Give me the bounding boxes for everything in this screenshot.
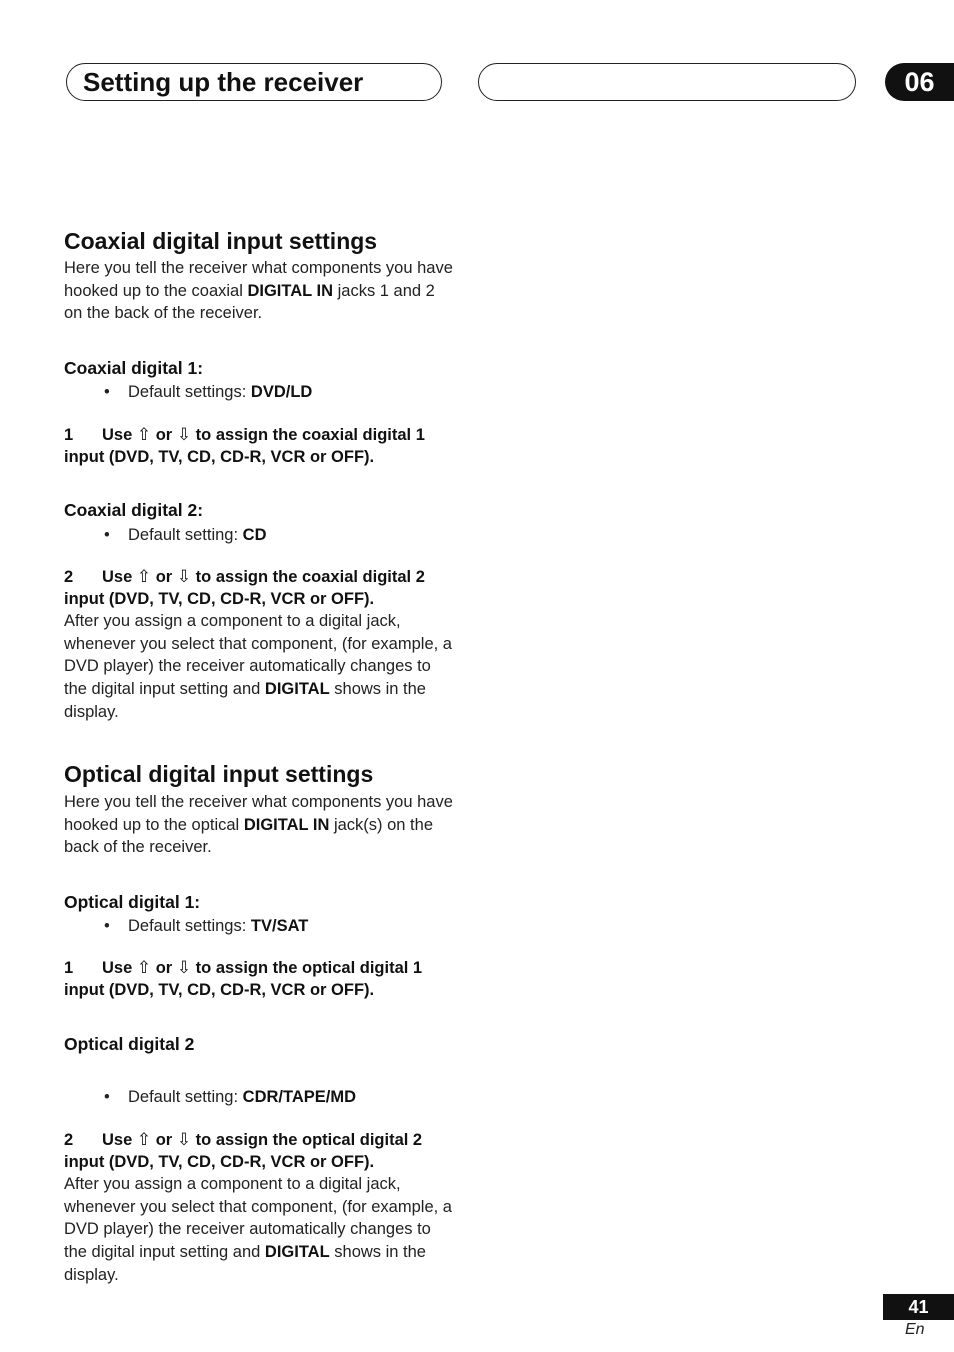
optical-digital-2-heading: Optical digital 2 (64, 1034, 195, 1054)
up-arrow-icon: ⇧ (136, 567, 152, 586)
coaxial-digital-2-heading: Coaxial digital 2: (64, 500, 204, 520)
coaxial-section-heading: Coaxial digital input settings (64, 228, 378, 254)
coaxial-after-note: After you assign a component to a digital jack, whenever you select that component, (for example, a DVD player) the receiver automatically changes to the digital input setting and DIGITAL shows in the display. (64, 612, 452, 721)
optical-digital-2-default: • Default setting: CDR/TAPE/MD (104, 1088, 357, 1106)
down-arrow-icon: ⇩ (176, 425, 192, 444)
page-title: Setting up the receiver (83, 67, 364, 97)
optical-digital-1-step: 1 Use ⇧ or ⇩ to assign the optical digital 1 input (DVD, TV, CD, CD-R, VCR or OFF). (64, 958, 423, 1000)
optical-digital-2-step: 2 Use ⇧ or ⇩ to assign the optical digital 2 input (DVD, TV, CD, CD-R, VCR or OFF). (64, 1130, 423, 1172)
optical-intro: Here you tell the receiver what components you have hooked up to the optical DIGITAL IN jack(s) on the back of the receiver. (64, 793, 453, 857)
header-title-frame (66, 63, 442, 101)
optical-digital-1-default: • Default settings: TV/SAT (104, 917, 309, 935)
page-number: 41 (883, 1294, 954, 1320)
coaxial-intro: Here you tell the receiver what components you have hooked up to the coaxial DIGITAL IN jacks 1 and 2 on the back of the receiver. (64, 259, 453, 323)
up-arrow-icon: ⇧ (136, 425, 152, 444)
optical-digital-1-heading: Optical digital 1: (64, 892, 201, 912)
coaxial-digital-1-step: 1 Use ⇧ or ⇩ to assign the coaxial digital 1 input (DVD, TV, CD, CD-R, VCR or OFF). (64, 425, 425, 467)
page-language: En (905, 1321, 925, 1338)
down-arrow-icon: ⇩ (176, 1130, 192, 1149)
coaxial-digital-2-default: • Default setting: CD (104, 526, 267, 544)
coaxial-digital-1-heading: Coaxial digital 1: (64, 358, 204, 378)
header-blank-frame (478, 63, 856, 101)
chapter-number-tab: 06 (885, 63, 954, 101)
coaxial-digital-2-step: 2 Use ⇧ or ⇩ to assign the coaxial digital 2 input (DVD, TV, CD, CD-R, VCR or OFF). (64, 567, 425, 609)
optical-section-heading: Optical digital input settings (64, 761, 374, 787)
coaxial-digital-1-default: • Default settings: DVD/LD (104, 383, 313, 401)
down-arrow-icon: ⇩ (176, 567, 192, 586)
optical-after-note: After you assign a component to a digital jack, whenever you select that component, (for example, a DVD player) the receiver automatically changes to the digital input setting and DIGITAL shows in the display. (64, 1175, 452, 1284)
down-arrow-icon: ⇩ (176, 958, 192, 977)
up-arrow-icon: ⇧ (136, 958, 152, 977)
up-arrow-icon: ⇧ (136, 1130, 152, 1149)
